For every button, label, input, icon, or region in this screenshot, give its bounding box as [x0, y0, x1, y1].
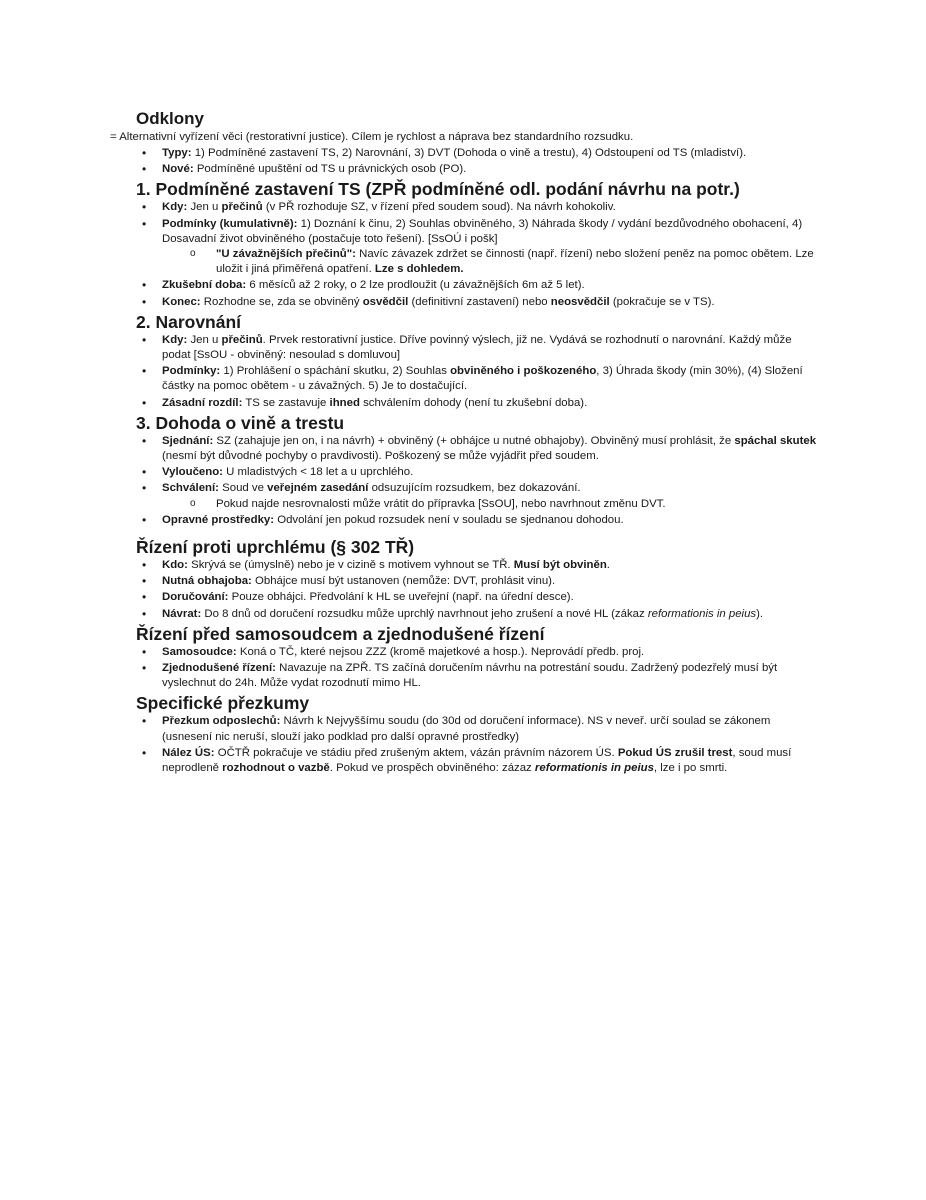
intro-text: = Alternativní vyřízení věci (restorativní justice). Cílem je rychlost a náprava bez standardního rozsudku.: [110, 131, 634, 143]
item-label: Typy:: [162, 147, 192, 159]
list-item: • Přezkum odposlechů: Návrh k Nejvyššímu soudu (do 30d od doručení informace). NS v neveř. určí soulad se zákonem (usnesení nic neruší, slouží jako podklad pro další opravné prostředky): [162, 714, 822, 744]
page-title: Odklony: [136, 109, 205, 128]
document-content: [110, 108, 822, 777]
list-item: • Typy: 1) Podmíněné zastavení TS, 2) Narovnání, 3) DVT (Dohoda o vině a trestu), 4) Odstoupení od TS (mladiství).: [162, 146, 822, 161]
list-item: • Zkušební doba: 6 měsíců až 2 roky, o 2 lze prodloužit (u závažnějších 6m až 5 let).: [162, 278, 822, 293]
list-item: • Nové: Podmíněné upuštění od TS u právnických osob (PO).: [162, 162, 822, 177]
section-list: [110, 434, 822, 528]
item-label: Nové:: [162, 163, 194, 176]
section-list: [110, 645, 822, 692]
section-heading: Specifické přezkumy: [136, 693, 310, 714]
list-item: • Sjednání: SZ (zahajuje jen on, i na návrh) + obviněný (+ obhájce u nutné obhajoby). Obviněný musí prohlásit, že spáchal skutek (nesmí být důvodné pochyby o pravdivosti). Poškozený se může vyjádřit před soudem.: [162, 434, 822, 464]
sub-list: [162, 247, 822, 277]
list-item: • Konec: Rozhodne se, zda se obviněný osvědčil (definitivní zastavení) nebo neosvědčil (pokračuje se v TS).: [162, 295, 822, 310]
list-item: • Kdo: Skrývá se (úmyslně) nebo je v cizině s motivem vyhnout se TŘ. Musí být obviněn.: [162, 558, 822, 573]
list-item: • Samosoudce: Koná o TČ, které nejsou ZZZ (kromě majetkové a hosp.). Neprovádí předb. proj.: [162, 645, 822, 660]
list-item: • Podmínky: 1) Prohlášení o spáchání skutku, 2) Souhlas obviněného i poškozeného, 3) Úhrada škody (min 30%), (4) Složení částky na pomoc obětem - u závažných. 5) Je to dostačující.: [162, 364, 822, 394]
list-item: • Kdy: Jen u přečinů. Prvek restorativní justice. Dříve povinný výslech, již ne. Vydává se rozhodnutí o narovnání. Každý může podat [SsOU - obviněný: nesoulad s domluvou]: [162, 333, 822, 363]
list-item: • Kdy: Jen u přečinů (v PŘ rozhoduje SZ, v řízení před soudem soud). Na návrh kohokoliv.: [162, 200, 822, 215]
list-item: • Zásadní rozdíl: TS se zastavuje ihned schválením dohody (není tu zkušební doba).: [162, 396, 822, 411]
list-item: • Podmínky (kumulativně): 1) Doznání k činu, 2) Souhlas obviněného, 3) Náhrada škody / vydání bezdůvodného obohacení, 4) Dosavadní život obviněného (postačuje toto řešení). [SsOÚ i pošk] o "U závažnějších přečinů": Navíc závazek zdržet se činnosti (např. řízení) nebo složení peněz na pomoc obětem. Lze uložit i jiná přiměřená opatření. Lze s dohledem.: [162, 217, 822, 278]
list-item: • Nález ÚS: OČTŘ pokračuje ve stádiu před zrušeným aktem, vázán právním názorem ÚS. Pokud ÚS zrušil trest, soud musí neprodleně rozhodnout o vazbě. Pokud ve prospěch obviněného: zázaz reformationis in peius, lze i po smrti.: [162, 746, 822, 776]
sub-list: [162, 497, 822, 512]
section-heading: 2. Narovnání: [136, 311, 242, 332]
section-list: [110, 200, 822, 309]
sub-list-item: o "U závažnějších přečinů": Navíc závazek zdržet se činnosti (např. řízení) nebo složení peněz na pomoc obětem. Lze uložit i jiná přiměřená opatření. Lze s dohledem.: [216, 247, 822, 277]
section-heading: Řízení proti uprchlému (§ 302 TŘ): [136, 537, 415, 558]
list-item: • Vyloučeno: U mladistvých < 18 let a u uprchlého.: [162, 465, 822, 480]
section-list: [110, 333, 822, 411]
section-heading: 3. Dohoda o vině a trestu: [136, 412, 345, 433]
list-item: • Nutná obhajoba: Obhájce musí být ustanoven (nemůže: DVT, prohlásit vinu).: [162, 574, 822, 589]
section-heading: Řízení před samosoudcem a zjednodušené řízení: [136, 623, 545, 644]
list-item: • Schválení: Soud ve veřejném zasedání odsuzujícím rozsudkem, bez dokazování. o Pokud najde nesrovnalosti může vrátit do přípravka [SsOU], nebo navrhnout změnu DVT.: [162, 481, 822, 511]
section-list: [110, 558, 822, 622]
overview-list: [110, 146, 822, 177]
list-item: • Návrat: Do 8 dnů od doručení rozsudku může uprchlý navrhnout jeho zrušení a nové HL (zákaz reformationis in peius).: [162, 607, 822, 622]
section-list: [110, 714, 822, 776]
list-item: • Zjednodušené řízení: Navazuje na ZPŘ. TS začíná doručením návrhu na potrestání soudu. Zadržený podezřelý musí být vyslechnut do 24h. Může vydat rozodnutí mimo HL.: [162, 661, 822, 691]
section-heading: 1. Podmíněné zastavení TS (ZPŘ podmíněné odl. podání návrhu na potr.): [136, 179, 740, 200]
sub-list-item: o Pokud najde nesrovnalosti může vrátit do přípravka [SsOU], nebo navrhnout změnu DVT.: [216, 497, 822, 512]
list-item: • Opravné prostředky: Odvolání jen pokud rozsudek není v souladu se sjednanou dohodou.: [162, 513, 822, 528]
list-item: • Doručování: Pouze obhájci. Předvolání k HL se uveřejní (např. na úřední desce).: [162, 590, 822, 605]
